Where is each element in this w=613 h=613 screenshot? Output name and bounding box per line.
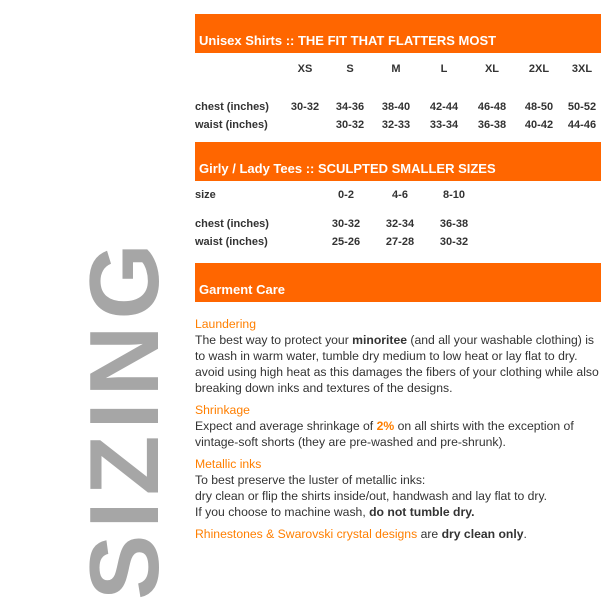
table-cell: 38-40 — [381, 101, 411, 113]
lady-row-label: waist (inches) — [195, 236, 268, 248]
unisex-size-l: L — [440, 63, 448, 75]
shrinkage-block — [195, 402, 601, 450]
care-header-label: Garment Care — [199, 282, 285, 297]
shrinkage-percent: 2% — [376, 419, 395, 433]
sidebar — [0, 0, 179, 613]
metallic-line-3-text: If you choose to machine wash, — [195, 505, 370, 519]
laundering-text-1: The best way to protect your — [195, 333, 353, 347]
unisex-size-table — [195, 60, 601, 134]
unisex-size-row — [195, 60, 601, 78]
shrinkage-text-1: Expect and average shrinkage of — [195, 419, 377, 433]
metallic-block — [195, 456, 601, 520]
lady-size-label: size — [195, 189, 216, 201]
laundering-text-2: (and all your washable clothing) is to wash in warm water, tumble dry medium to low heat or lay flat to dry. avoid using high heat as this damages the fibers of your clothing while also breaking down inks and textures of the designs. — [195, 333, 599, 395]
rhinestones-text-1: are — [417, 527, 442, 541]
care-header-bar — [195, 263, 601, 302]
unisex-corner-cell — [195, 60, 283, 78]
dry-clean-only: dry clean only — [441, 527, 524, 541]
rhinestones-text-2: . — [523, 527, 527, 541]
metallic-heading: Metallic inks — [195, 457, 262, 471]
lady-header-label: Girly / Lady Tees :: SCULPTED SMALLER SIZES — [199, 161, 496, 176]
table-cell: 34-36 — [335, 101, 365, 113]
table-cell: 44-46 — [567, 119, 597, 131]
shrinkage-text — [195, 418, 601, 450]
table-cell: 46-48 — [477, 101, 507, 113]
sizing-content — [195, 14, 601, 542]
shrinkage-text-2: on all shirts with the exception of vintage-soft shorts (they are pre-washed and pre-shrunk). — [195, 419, 574, 449]
lady-size-table — [195, 186, 481, 251]
table-row — [195, 215, 481, 233]
table-cell: 33-34 — [429, 119, 459, 131]
metallic-line-3 — [195, 504, 601, 520]
table-cell: 30-32 — [335, 119, 365, 131]
unisex-size-s: S — [346, 63, 354, 75]
table-cell: 50-52 — [567, 101, 597, 113]
unisex-size-xl: XL — [484, 63, 500, 75]
lady-size-0-2: 0-2 — [338, 189, 354, 201]
rhinestones-text — [195, 526, 601, 542]
table-cell: 36-38 — [439, 218, 469, 230]
lady-header-bar — [195, 142, 601, 181]
unisex-row-label: waist (inches) — [195, 119, 268, 131]
brand-name: minoritee — [352, 333, 408, 347]
metallic-line-1: To best preserve the luster of metallic inks: — [195, 473, 426, 487]
sizing-title: SIZING — [69, 237, 179, 600]
rhinestones-heading: Rhinestones & Swarovski crystal designs — [195, 527, 418, 541]
laundering-block — [195, 316, 601, 396]
table-cell: 30-32 — [290, 101, 320, 113]
lady-size-row — [195, 186, 481, 204]
table-row — [195, 233, 481, 251]
table-cell: 25-26 — [331, 236, 361, 248]
shrinkage-heading: Shrinkage — [195, 403, 250, 417]
unisex-row-label: chest (inches) — [195, 101, 269, 113]
table-row — [195, 116, 601, 134]
metallic-warning: do not tumble dry. — [369, 505, 475, 519]
table-cell — [283, 116, 327, 134]
unisex-size-m: M — [391, 63, 401, 75]
unisex-size-3xl: 3XL — [571, 63, 593, 75]
laundering-heading: Laundering — [195, 317, 256, 331]
rhinestones-block — [195, 526, 601, 542]
table-cell: 30-32 — [439, 236, 469, 248]
laundering-text — [195, 332, 601, 396]
unisex-header-bar — [195, 14, 601, 53]
table-cell: 32-34 — [385, 218, 415, 230]
lady-row-label: chest (inches) — [195, 218, 269, 230]
care-section — [195, 316, 601, 542]
table-cell: 32-33 — [381, 119, 411, 131]
unisex-size-xs: XS — [297, 63, 313, 75]
table-cell: 48-50 — [524, 101, 554, 113]
lady-size-4-6: 4-6 — [392, 189, 408, 201]
table-cell: 27-28 — [385, 236, 415, 248]
table-cell: 42-44 — [429, 101, 459, 113]
metallic-line-2: dry clean or flip the shirts inside/out, handwash and lay flat to dry. — [195, 489, 548, 503]
table-cell: 30-32 — [331, 218, 361, 230]
table-row — [195, 98, 601, 116]
unisex-header-label: Unisex Shirts :: THE FIT THAT FLATTERS MOST — [199, 33, 497, 48]
unisex-size-2xl: 2XL — [528, 63, 550, 75]
table-cell: 40-42 — [524, 119, 554, 131]
lady-size-8-10: 8-10 — [442, 189, 466, 201]
table-cell: 36-38 — [477, 119, 507, 131]
